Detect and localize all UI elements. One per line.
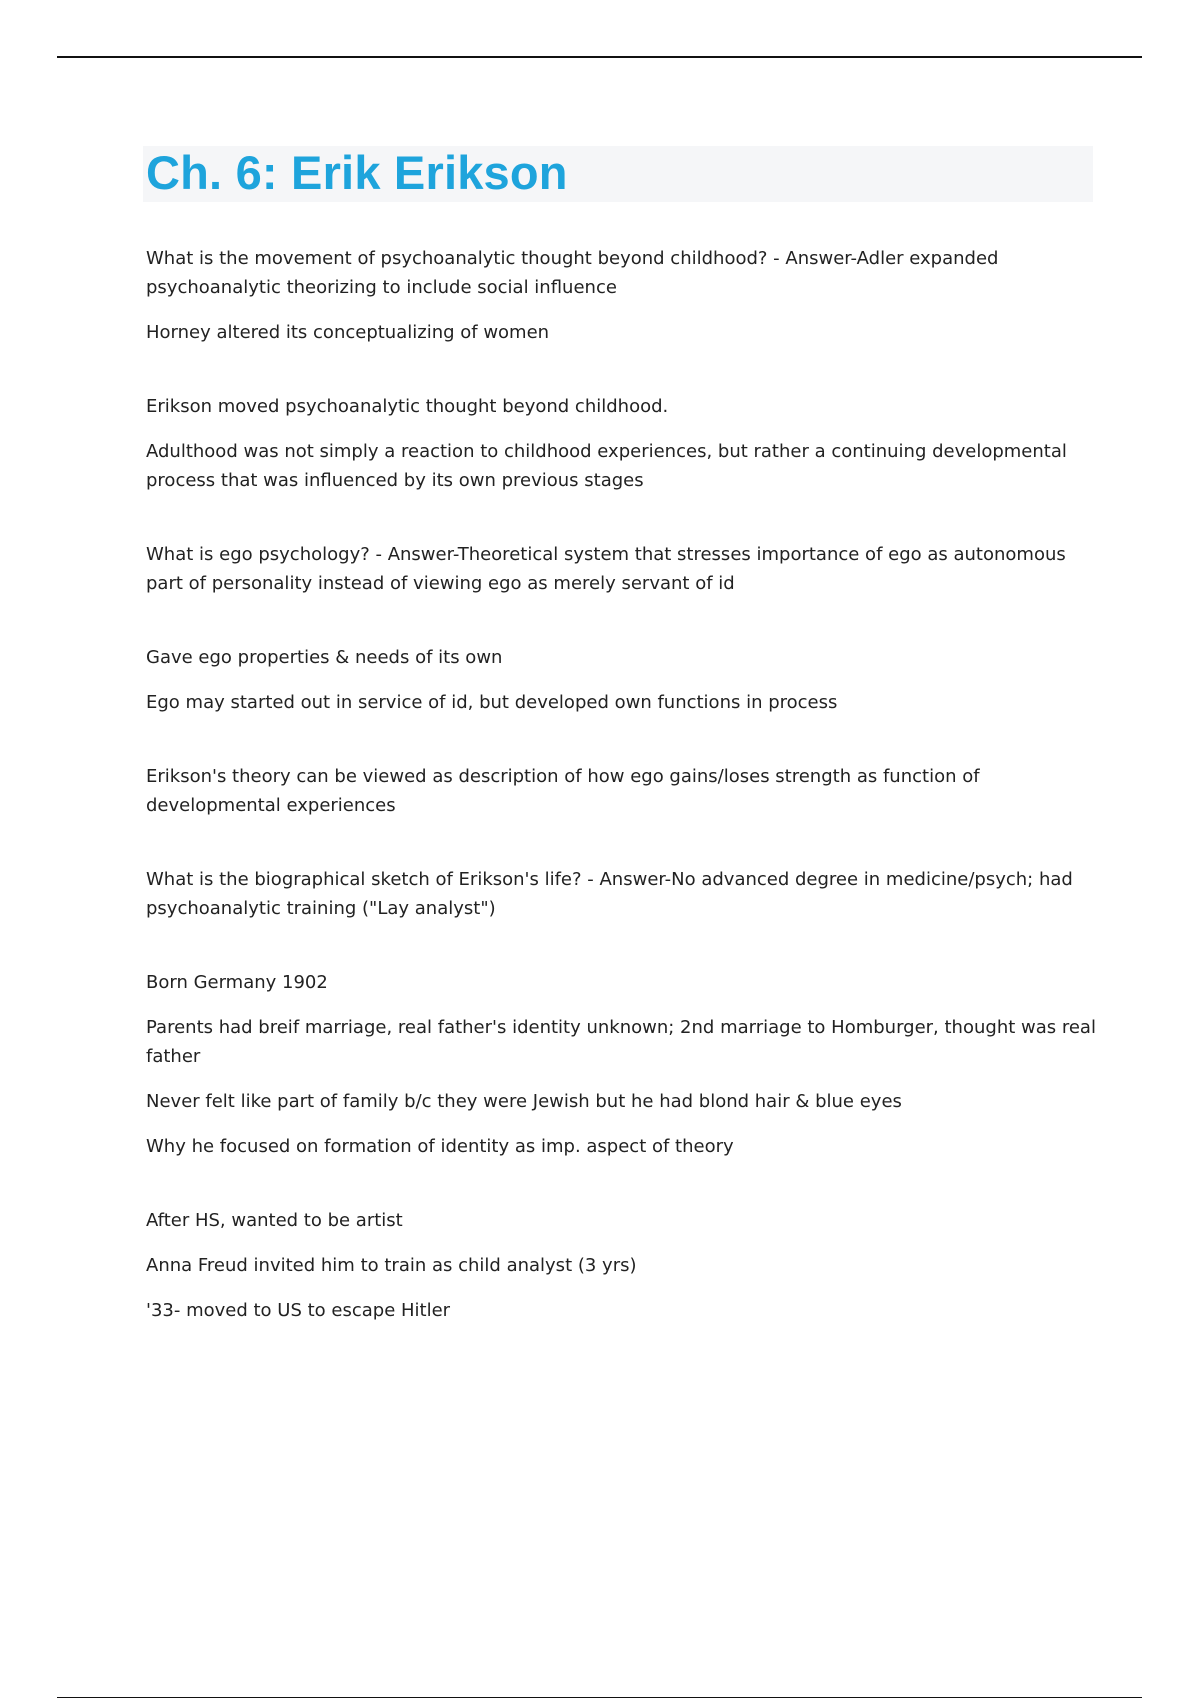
document-body bbox=[146, 244, 1101, 1325]
page-title: Ch. 6: Erik Erikson bbox=[146, 146, 568, 199]
header-rule bbox=[57, 56, 1142, 58]
paragraph: Erikson's theory can be viewed as description of how ego gains/loses strength as function of developmental experiences bbox=[146, 766, 980, 816]
footer-rule bbox=[57, 1697, 1142, 1698]
paragraph: What is the biographical sketch of Erikson's life? - Answer-No advanced degree in medicine/psych; had psychoanalytic training ("Lay analyst") bbox=[146, 869, 1073, 919]
paragraph: Anna Freud invited him to train as child analyst (3 yrs) bbox=[146, 1255, 637, 1276]
paragraph: '33- moved to US to escape Hitler bbox=[146, 1300, 451, 1321]
paragraph: Erikson moved psychoanalytic thought beyond childhood. bbox=[146, 396, 669, 417]
paragraph: Ego may started out in service of id, but developed own functions in process bbox=[146, 692, 838, 713]
paragraph: Parents had breif marriage, real father's identity unknown; 2nd marriage to Homburger, thought was real father bbox=[146, 1017, 1096, 1067]
paragraph: Never felt like part of family b/c they were Jewish but he had blond hair & blue eyes bbox=[146, 1091, 902, 1112]
paragraph: Why he focused on formation of identity as imp. aspect of theory bbox=[146, 1136, 734, 1157]
paragraph: Gave ego properties & needs of its own bbox=[146, 647, 503, 668]
paragraph: Adulthood was not simply a reaction to childhood experiences, but rather a continuing developmental process that was influenced by its own previous stages bbox=[146, 441, 1067, 491]
paragraph: What is the movement of psychoanalytic thought beyond childhood? - Answer-Adler expanded psychoanalytic theorizing to include social influence bbox=[146, 248, 999, 298]
paragraph: After HS, wanted to be artist bbox=[146, 1210, 403, 1231]
paragraph: Horney altered its conceptualizing of women bbox=[146, 322, 550, 343]
paragraph: Born Germany 1902 bbox=[146, 972, 328, 993]
paragraph: What is ego psychology? - Answer-Theoretical system that stresses importance of ego as autonomous part of personality instead of viewing ego as merely servant of id bbox=[146, 544, 1066, 594]
